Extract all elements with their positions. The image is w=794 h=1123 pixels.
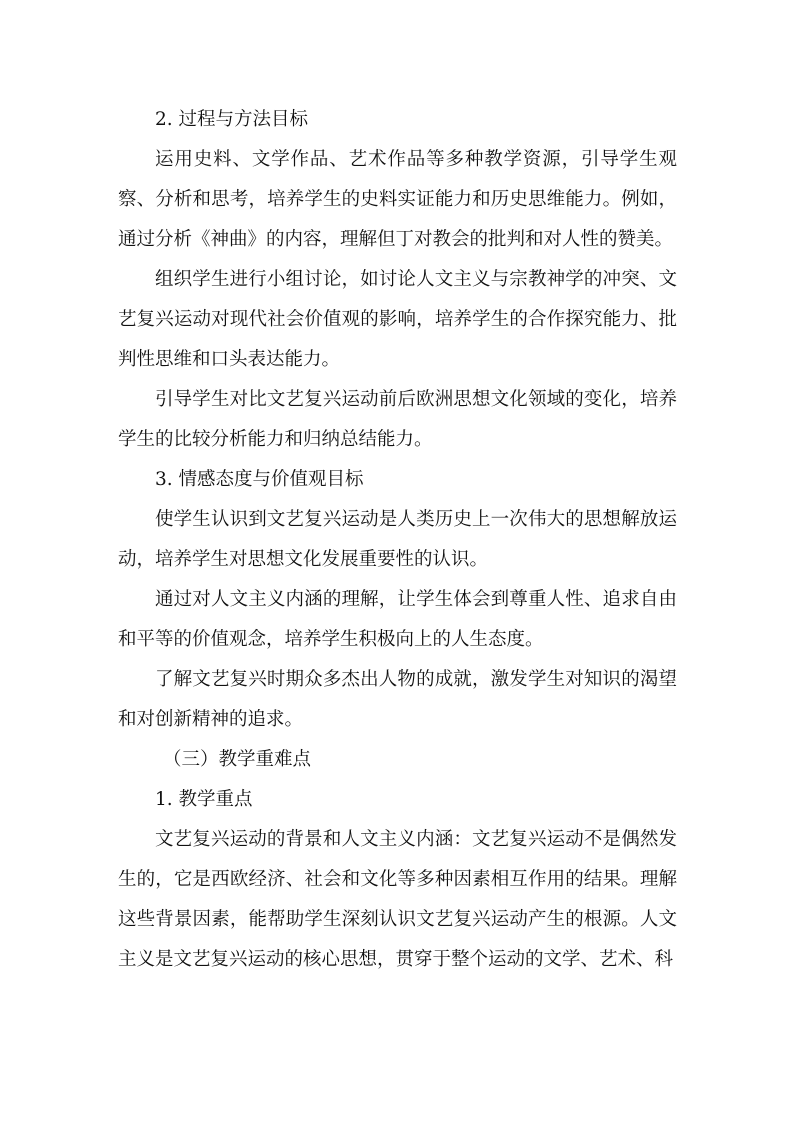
paragraph-outstanding-figures: 了解文艺复兴时期众多杰出人物的成就，激发学生对知识的渴望和对创新精神的追求。 [118, 669, 677, 730]
paragraph-humanism-values: 通过对人文主义内涵的理解，让学生体会到尊重人性、追求自由和平等的价值观念，培养学生积极向上的人生态度。 [118, 589, 677, 650]
paragraph-background-humanism: 文艺复兴运动的背景和人文主义内涵：文艺复兴运动不是偶然发生的，它是西欧经济、社会和文化等多种因素相互作用的结果。理解这些背景因素，能帮助学生深刻认识文艺复兴运动产生的根源。人文主义是文艺复兴运动的核心思想，贯穿于整个运动的文学、艺术、科 [118, 829, 677, 970]
paragraph-thought-liberation: 使学生认识到文艺复兴运动是人类历史上一次伟大的思想解放运动，培养学生对思想文化发展重要性的认识。 [118, 509, 677, 570]
subheading-process-methods: 2. 过程与方法目标 [155, 109, 309, 130]
document-body [118, 100, 677, 980]
paragraph-comparison: 引导学生对比文艺复兴运动前后欧洲思想文化领域的变化，培养学生的比较分析能力和归纳总结能力。 [118, 389, 677, 450]
paragraph-teaching-resources: 运用史料、文学作品、艺术作品等多种教学资源，引导学生观察、分析和思考，培养学生的史料实证能力和历史思维能力。例如，通过分析《神曲》的内容，理解但丁对教会的批判和对人性的赞美。 [118, 149, 677, 250]
subheading-teaching-focus: 1. 教学重点 [155, 789, 253, 810]
paragraph-group-discussion: 组织学生进行小组讨论，如讨论人文主义与宗教神学的冲突、文艺复兴运动对现代社会价值观的影响，培养学生的合作探究能力、批判性思维和口头表达能力。 [118, 269, 677, 370]
subheading-emotional-values: 3. 情感态度与价值观目标 [155, 469, 364, 490]
section-title-key-difficulties: （三）教学重难点 [163, 749, 312, 770]
